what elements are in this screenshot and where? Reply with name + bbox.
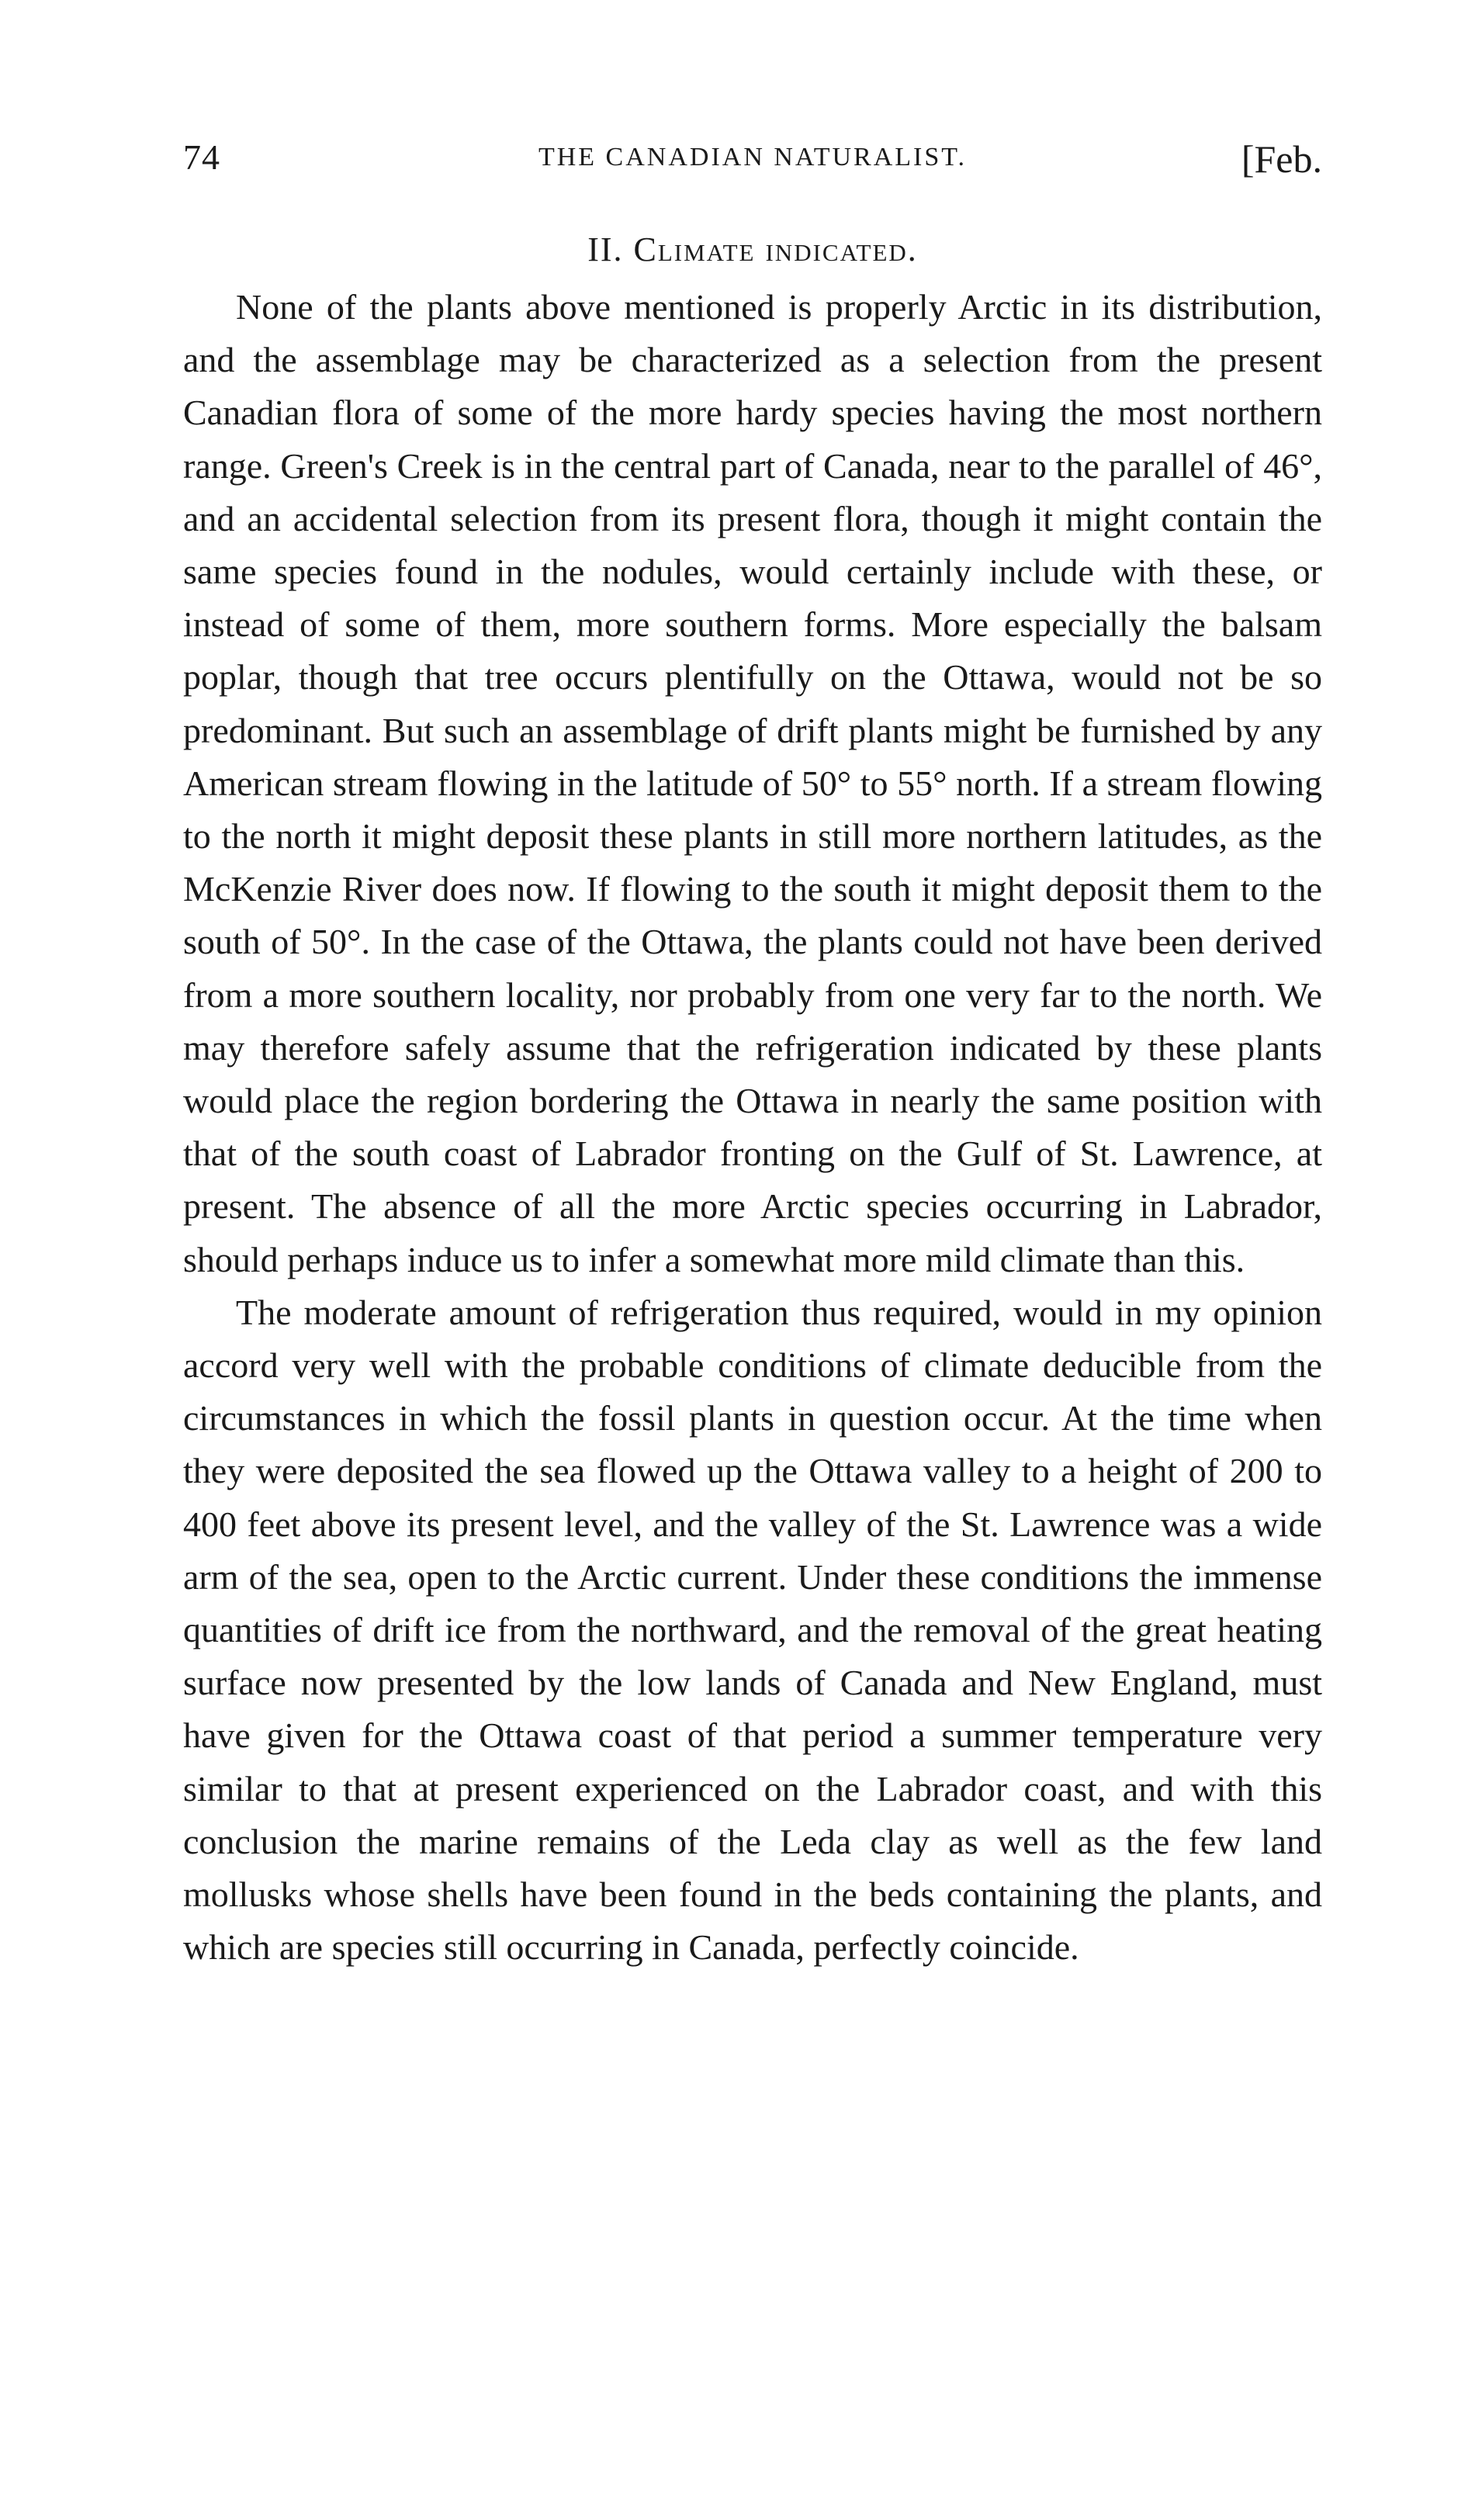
journal-title: THE CANADIAN NATURALIST. [538, 143, 968, 171]
issue-month: [Feb. [1241, 137, 1322, 181]
body-text [183, 281, 1322, 1975]
running-head [183, 137, 1322, 183]
section-heading: II. Climate indicated. [587, 230, 918, 268]
paragraph: The moderate amount of refrigeration thus required, would in my opinion accord very well with the probable conditions of climate deducible from the circumstances in which the fossil plants in question occur. At the time when they were deposited the sea flowed up the Ottawa valley to a height of 200 to 400 feet above its present level, and the valley of the St. Lawrence was a wide arm of the sea, open to the Arctic current. Under these conditions the immense quantities of drift ice from the northward, and the removal of the great heating surface now presented by the low lands of Canada and New England, must have given for the Ottawa coast of that period a summer temperature very similar to that at present experienced on the Labrador coast, and with this conclusion the marine remains of the Leda clay as well as the few land mollusks whose shells have been found in the beds containing the plants, and which are species still occurring in Canada, perfectly coincide. [183, 1292, 1322, 1968]
page-number: 74 [183, 137, 220, 177]
paragraph: None of the plants above mentioned is properly Arctic in its distribution, and the assemblage may be characterized as a selection from the present Canadian flora of some of the more hardy species having the most northern range. Green's Creek is in the central part of Canada, near to the parallel of 46°, and an accidental selection from its present flora, though it might contain the same species found in the nodules, would certainly include with these, or instead of some of them, more southern forms. More especially the balsam poplar, though that tree occurs plentifully on the Ottawa, would not be so predominant. But such an assemblage of drift plants might be furnished by any American stream flowing in the latitude of 50° to 55° north. If a stream flowing to the north it might deposit these plants in still more northern latitudes, as the McKenzie River does now. If flowing to the south it might deposit them to the south of 50°. In the case of the Ottawa, the plants could not have been derived from a more southern locality, nor probably from one very far to the north. We may therefore safely assume that the refrigeration indicated by these plants would place the region bordering the Ottawa in nearly the same position with that of the south coast of Labrador fronting on the Gulf of St. Lawrence, at present. The absence of all the more Arctic species occurring in Labrador, should perhaps induce us to infer a somewhat more mild climate than this. [183, 287, 1322, 1279]
